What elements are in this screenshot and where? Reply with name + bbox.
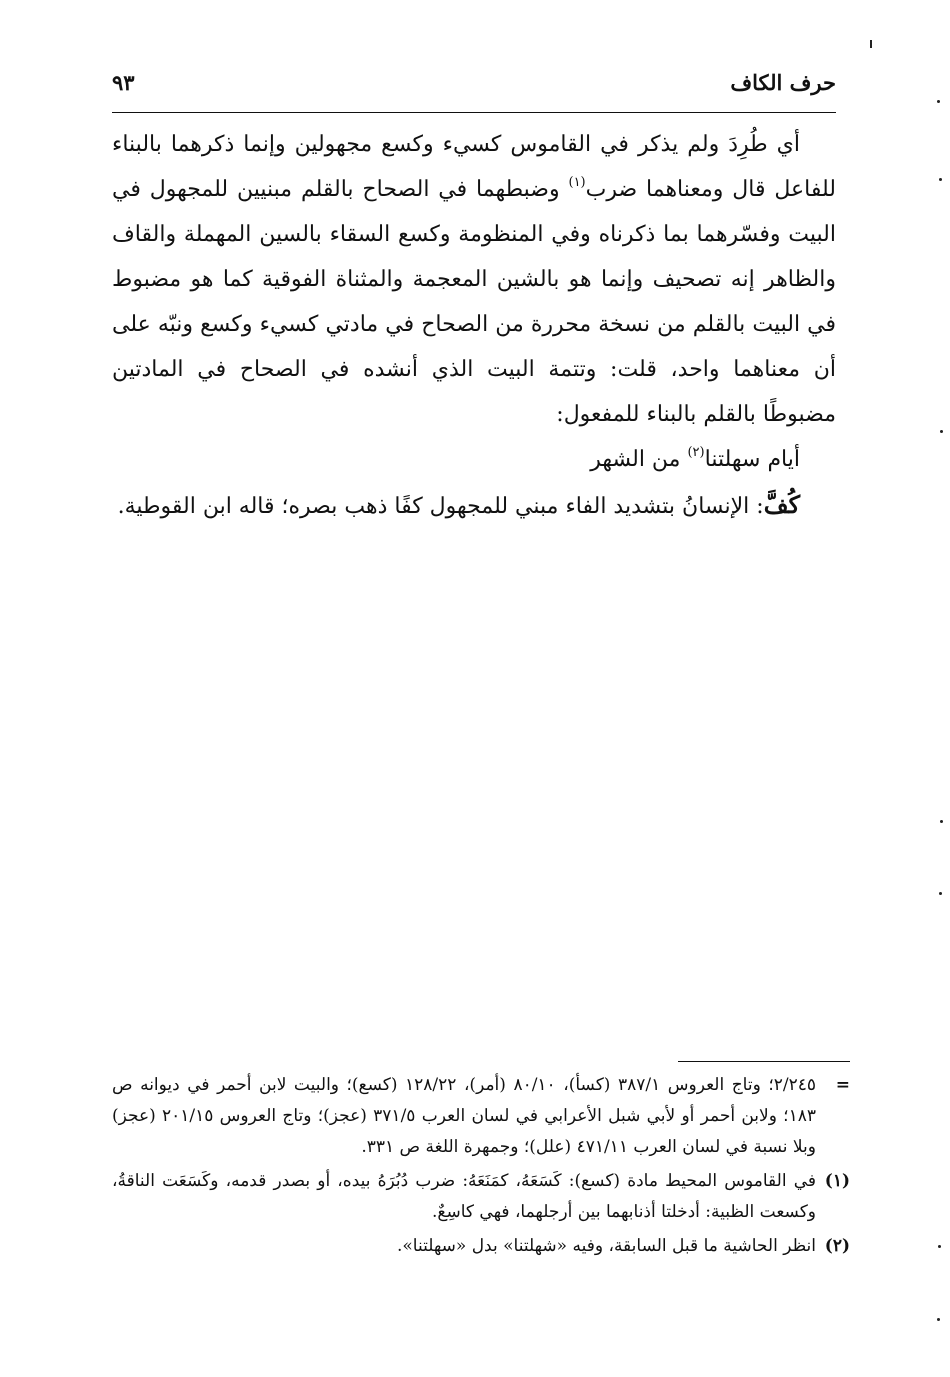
footnote-text: ٢/٢٤٥؛ وتاج العروس ٣٨٧/١ (كسأ)، ٨٠/١٠ (أمر)، ١٢٨/٢٢ (كسع)؛ والبيت لابن أحمر في ديوانه ص ١٨٣؛ ولابن أحمر أو لأبي شبل الأعرابي في لسان العرب ٣٧١/٥ (عجز)؛ وتاج العروس ٢٠١/١٥ (عجز) وبلا نسبة في لسان العرب ٤٧١/١١ (علل)؛ وجمهرة اللغة ص ٣٣١.: [112, 1075, 817, 1157]
scan-speck: [940, 820, 943, 823]
header-rule: [112, 112, 836, 113]
footnote-text: انظر الحاشية ما قبل السابقة، وفيه «شهلتنا» بدل «سهلتنا».: [396, 1236, 816, 1256]
scan-speck: [939, 178, 942, 181]
page-number: ٩٣: [112, 70, 135, 95]
scan-speck: [870, 40, 872, 48]
entry-text: : الإنسانُ بتشديد الفاء مبني للمجهول كفًا ذهب بصره؛ قاله ابن القوطية.: [117, 494, 764, 519]
footnote-ref-2: (٢): [687, 445, 705, 460]
verse-text-part2: من الشهر: [590, 447, 681, 472]
running-head: [112, 70, 836, 104]
entry-headword: كُفَّ: [763, 490, 800, 519]
footnote-continued: [112, 1070, 850, 1163]
footnote-1: [112, 1166, 850, 1228]
footnote-marker: =: [835, 1075, 850, 1095]
running-title: حرف الكاف: [730, 70, 836, 95]
dictionary-entry: [112, 482, 836, 529]
scan-speck: [939, 892, 942, 895]
scan-speck: [937, 100, 940, 103]
footnotes: [112, 1070, 850, 1265]
footnote-ref-1: (١): [568, 175, 586, 190]
verse-line: [112, 437, 836, 482]
footnote-text: في القاموس المحيط مادة (كسع): كَسَعَهُ، كمَنَعَهُ: ضرب دُبُرَهُ بيده، أو بصدر قدمه، وكَسَعَت الناقةُ، وكسعت الظبية: أدخلتا أذنابهما بين أرجلهما، فهي كاسِعٌ.: [112, 1171, 816, 1222]
footnote-marker: (٢): [824, 1236, 850, 1256]
footnote-rule: [678, 1061, 850, 1062]
scan-speck: [937, 1318, 940, 1321]
main-text: [112, 122, 836, 529]
body-paragraph: [112, 122, 836, 437]
paragraph-text-part1: أي طُرِدَ ولم يذكر في القاموس كسيء وكسع مجهولين وإنما ذكرهما بالبناء للفاعل قال ومعناهما ضرب: [112, 132, 836, 202]
verse-text-part1: أيام سهلتنا: [704, 447, 800, 472]
scan-speck: [938, 1245, 941, 1248]
footnote-marker: (١): [824, 1171, 850, 1191]
scan-speck: [940, 430, 943, 433]
paragraph-text-part2: وضبطهما في الصحاح بالقلم مبنيين للمجهول في البيت وفسّرهما بما ذكرناه وفي المنظومة وكسع السقاء بالسين المهملة والقاف والظاهر إنه تصحيف وإنما هو بالشين المعجمة والمثناة الفوقية كما هو مضبوط في البيت بالقلم من نسخة محررة من الصحاح في مادتي كسيء وكسع ونبّه على أن معناهما واحد، قلت: وتتمة البيت الذي أنشده في الصحاح في المادتين مضبوطًا بالقلم بالبناء للمفعول:: [112, 177, 836, 427]
footnote-2: [112, 1231, 850, 1262]
